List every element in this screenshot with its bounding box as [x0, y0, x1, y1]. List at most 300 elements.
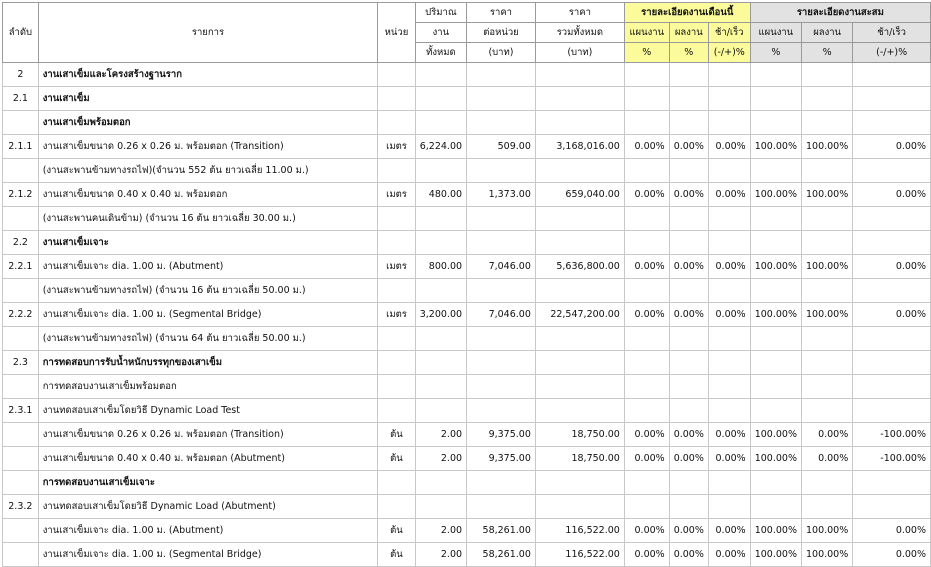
row-cum-plan: 100.00%	[750, 183, 801, 207]
row-unit	[378, 495, 416, 519]
row-month-plan: 0.00%	[624, 519, 669, 543]
row-qty	[415, 159, 466, 183]
row-number: 2	[3, 63, 39, 87]
row-cum-result	[801, 351, 852, 375]
header-qty-3: ทั้งหมด	[415, 43, 466, 63]
row-cum-result	[801, 111, 852, 135]
row-unit-price	[467, 495, 536, 519]
row-number	[3, 327, 39, 351]
row-month-diff: 0.00%	[708, 135, 750, 159]
row-unit: ต้น	[378, 543, 416, 567]
row-unit-price: 58,261.00	[467, 543, 536, 567]
row-number: 2.3.1	[3, 399, 39, 423]
header-cum-result: ผลงาน	[801, 23, 852, 43]
row-unit-price	[467, 63, 536, 87]
row-item: งานเสาเข็มเจาะ dia. 1.00 ม. (Segmental Bridge)	[38, 303, 378, 327]
row-month-result	[669, 399, 708, 423]
header-total-price-1: ราคา	[535, 3, 624, 23]
row-month-result: 0.00%	[669, 423, 708, 447]
row-unit-price: 1,373.00	[467, 183, 536, 207]
row-unit-price: 9,375.00	[467, 423, 536, 447]
row-month-result	[669, 327, 708, 351]
row-cum-result	[801, 495, 852, 519]
row-cum-diff	[853, 87, 931, 111]
row-cum-plan	[750, 471, 801, 495]
row-number: 2.1	[3, 87, 39, 111]
progress-report-sheet	[2, 2, 931, 567]
row-cum-result: 100.00%	[801, 543, 852, 567]
row-qty	[415, 471, 466, 495]
row-total-price	[535, 495, 624, 519]
row-cum-diff	[853, 207, 931, 231]
header-month-result: ผลงาน	[669, 23, 708, 43]
row-item: งานเสาเข็มขนาด 0.40 x 0.40 ม. พร้อมตอก	[38, 183, 378, 207]
row-cum-plan: 100.00%	[750, 423, 801, 447]
row-month-plan	[624, 351, 669, 375]
row-total-price: 659,040.00	[535, 183, 624, 207]
row-qty	[415, 111, 466, 135]
row-item: งานเสาเข็มขนาด 0.26 x 0.26 ม. พร้อมตอก (Transition)	[38, 135, 378, 159]
table-row	[3, 351, 931, 375]
row-unit: เมตร	[378, 303, 416, 327]
header-cumulative: รายละเอียดงานสะสม	[750, 3, 930, 23]
table-body	[3, 63, 931, 567]
row-month-diff: 0.00%	[708, 423, 750, 447]
row-item: งานเสาเข็มขนาด 0.26 x 0.26 ม. พร้อมตอก (Transition)	[38, 423, 378, 447]
row-cum-plan	[750, 375, 801, 399]
row-unit-price	[467, 375, 536, 399]
row-month-diff	[708, 279, 750, 303]
row-cum-plan	[750, 279, 801, 303]
row-cum-plan: 100.00%	[750, 519, 801, 543]
row-cum-plan	[750, 207, 801, 231]
row-qty: 6,224.00	[415, 135, 466, 159]
row-month-result: 0.00%	[669, 255, 708, 279]
row-number: 2.2	[3, 231, 39, 255]
header-cum-diff-unit: (-/+)%	[853, 43, 931, 63]
header-month-diff: ช้า/เร็ว	[708, 23, 750, 43]
row-month-result	[669, 231, 708, 255]
table-row	[3, 495, 931, 519]
row-unit-price	[467, 207, 536, 231]
row-unit	[378, 327, 416, 351]
row-cum-diff: 0.00%	[853, 255, 931, 279]
row-month-diff	[708, 471, 750, 495]
row-unit-price	[467, 351, 536, 375]
row-number	[3, 543, 39, 567]
header-cum-diff: ช้า/เร็ว	[853, 23, 931, 43]
row-unit: ต้น	[378, 423, 416, 447]
row-qty	[415, 207, 466, 231]
row-cum-plan	[750, 495, 801, 519]
row-total-price	[535, 231, 624, 255]
table-row	[3, 159, 931, 183]
table-row	[3, 207, 931, 231]
row-month-plan	[624, 375, 669, 399]
row-month-diff	[708, 351, 750, 375]
table-row	[3, 423, 931, 447]
row-item: (งานสะพานข้ามทางรถไฟ) (จำนวน 16 ต้น ยาวเฉลี่ย 50.00 ม.)	[38, 279, 378, 303]
header-month-result-unit: %	[669, 43, 708, 63]
row-qty	[415, 231, 466, 255]
row-qty	[415, 279, 466, 303]
header-total-price-2: รวมทั้งหมด	[535, 23, 624, 43]
row-month-result: 0.00%	[669, 135, 708, 159]
row-qty	[415, 375, 466, 399]
row-cum-plan	[750, 327, 801, 351]
header-unit-price-1: ราคา	[467, 3, 536, 23]
row-cum-plan	[750, 159, 801, 183]
row-month-plan: 0.00%	[624, 135, 669, 159]
row-item: งานเสาเข็ม	[38, 87, 378, 111]
row-unit	[378, 375, 416, 399]
row-qty: 3,200.00	[415, 303, 466, 327]
row-item: การทดสอบการรับน้ำหนักบรรทุกของเสาเข็ม	[38, 351, 378, 375]
row-unit: ต้น	[378, 519, 416, 543]
row-month-plan	[624, 471, 669, 495]
table-row	[3, 519, 931, 543]
table-row	[3, 231, 931, 255]
row-cum-result	[801, 327, 852, 351]
row-cum-diff	[853, 471, 931, 495]
row-cum-diff	[853, 279, 931, 303]
row-month-plan	[624, 231, 669, 255]
row-month-plan: 0.00%	[624, 447, 669, 471]
row-unit-price	[467, 471, 536, 495]
row-month-diff: 0.00%	[708, 543, 750, 567]
row-item: (งานสะพานข้ามทางรถไฟ)(จำนวน 552 ต้น ยาวเฉลี่ย 11.00 ม.)	[38, 159, 378, 183]
row-cum-plan	[750, 87, 801, 111]
row-cum-plan: 100.00%	[750, 255, 801, 279]
row-qty: 2.00	[415, 543, 466, 567]
row-unit-price	[467, 111, 536, 135]
row-unit-price: 58,261.00	[467, 519, 536, 543]
row-cum-diff	[853, 231, 931, 255]
row-qty: 800.00	[415, 255, 466, 279]
table-row	[3, 87, 931, 111]
row-month-diff	[708, 231, 750, 255]
row-unit	[378, 159, 416, 183]
row-cum-result	[801, 399, 852, 423]
row-item: งานเสาเข็มเจาะ dia. 1.00 ม. (Abutment)	[38, 519, 378, 543]
row-cum-plan	[750, 351, 801, 375]
row-item: งานทดสอบเสาเข็มโดยวิธี Dynamic Load (Abutment)	[38, 495, 378, 519]
row-month-diff	[708, 63, 750, 87]
row-qty	[415, 495, 466, 519]
row-month-plan	[624, 159, 669, 183]
table-row	[3, 327, 931, 351]
table-row	[3, 447, 931, 471]
header-qty-2: งาน	[415, 23, 466, 43]
row-month-plan: 0.00%	[624, 255, 669, 279]
row-qty: 2.00	[415, 447, 466, 471]
row-total-price	[535, 327, 624, 351]
row-total-price	[535, 399, 624, 423]
row-number: 2.1.2	[3, 183, 39, 207]
row-unit-price: 509.00	[467, 135, 536, 159]
row-month-diff	[708, 159, 750, 183]
row-month-diff: 0.00%	[708, 303, 750, 327]
row-cum-result: 0.00%	[801, 447, 852, 471]
row-cum-plan	[750, 111, 801, 135]
row-month-result	[669, 279, 708, 303]
row-number: 2.3.2	[3, 495, 39, 519]
row-month-result: 0.00%	[669, 447, 708, 471]
row-unit-price	[467, 87, 536, 111]
row-cum-diff	[853, 399, 931, 423]
row-cum-result	[801, 63, 852, 87]
row-number	[3, 159, 39, 183]
row-number: 2.3	[3, 351, 39, 375]
row-unit-price: 7,046.00	[467, 255, 536, 279]
row-qty: 480.00	[415, 183, 466, 207]
row-unit	[378, 279, 416, 303]
row-month-diff	[708, 399, 750, 423]
row-month-diff	[708, 207, 750, 231]
row-month-result	[669, 351, 708, 375]
row-month-result	[669, 111, 708, 135]
row-month-plan	[624, 327, 669, 351]
row-month-plan	[624, 87, 669, 111]
row-total-price: 18,750.00	[535, 447, 624, 471]
row-unit-price	[467, 279, 536, 303]
row-cum-result: 100.00%	[801, 519, 852, 543]
row-total-price	[535, 63, 624, 87]
row-month-result	[669, 495, 708, 519]
row-month-diff: 0.00%	[708, 183, 750, 207]
row-unit: เมตร	[378, 183, 416, 207]
row-cum-diff: 0.00%	[853, 303, 931, 327]
row-month-plan: 0.00%	[624, 303, 669, 327]
row-unit	[378, 87, 416, 111]
row-total-price	[535, 159, 624, 183]
table-row	[3, 135, 931, 159]
row-number	[3, 111, 39, 135]
row-cum-plan: 100.00%	[750, 135, 801, 159]
header-month-diff-unit: (-/+)%	[708, 43, 750, 63]
row-month-result	[669, 471, 708, 495]
row-total-price: 116,522.00	[535, 519, 624, 543]
row-month-diff: 0.00%	[708, 519, 750, 543]
row-item: งานเสาเข็มเจาะ	[38, 231, 378, 255]
row-qty	[415, 399, 466, 423]
row-unit-price: 9,375.00	[467, 447, 536, 471]
row-item: งานเสาเข็มพร้อมตอก	[38, 111, 378, 135]
row-cum-plan	[750, 231, 801, 255]
table-row	[3, 279, 931, 303]
row-number	[3, 423, 39, 447]
row-cum-result	[801, 207, 852, 231]
row-item: การทดสอบงานเสาเข็มพร้อมตอก	[38, 375, 378, 399]
header-this-month: รายละเอียดงานเดือนนี้	[624, 3, 750, 23]
row-cum-diff	[853, 375, 931, 399]
row-item: (งานสะพานข้ามทางรถไฟ) (จำนวน 64 ต้น ยาวเฉลี่ย 50.00 ม.)	[38, 327, 378, 351]
row-month-diff	[708, 87, 750, 111]
row-total-price: 18,750.00	[535, 423, 624, 447]
header-qty-1: ปริมาณ	[415, 3, 466, 23]
row-month-plan: 0.00%	[624, 423, 669, 447]
row-unit	[378, 351, 416, 375]
row-month-plan: 0.00%	[624, 183, 669, 207]
row-cum-result: 0.00%	[801, 423, 852, 447]
row-qty: 2.00	[415, 423, 466, 447]
row-total-price	[535, 111, 624, 135]
row-cum-result	[801, 87, 852, 111]
row-month-result	[669, 87, 708, 111]
row-unit-price	[467, 327, 536, 351]
row-item: งานทดสอบเสาเข็มโดยวิธี Dynamic Load Test	[38, 399, 378, 423]
row-cum-diff: 0.00%	[853, 135, 931, 159]
row-cum-result: 100.00%	[801, 183, 852, 207]
table-row	[3, 111, 931, 135]
row-cum-plan: 100.00%	[750, 543, 801, 567]
row-month-diff	[708, 375, 750, 399]
table-row	[3, 183, 931, 207]
row-cum-result	[801, 231, 852, 255]
row-total-price: 3,168,016.00	[535, 135, 624, 159]
row-unit: ต้น	[378, 447, 416, 471]
row-cum-plan	[750, 399, 801, 423]
row-number	[3, 471, 39, 495]
table-row	[3, 375, 931, 399]
row-total-price	[535, 351, 624, 375]
row-item: งานเสาเข็มและโครงสร้างฐานราก	[38, 63, 378, 87]
table-row	[3, 399, 931, 423]
row-total-price: 22,547,200.00	[535, 303, 624, 327]
row-unit	[378, 207, 416, 231]
row-cum-plan	[750, 63, 801, 87]
row-item: งานเสาเข็มเจาะ dia. 1.00 ม. (Abutment)	[38, 255, 378, 279]
row-number	[3, 519, 39, 543]
row-number: 2.2.1	[3, 255, 39, 279]
row-unit-price: 7,046.00	[467, 303, 536, 327]
row-cum-diff	[853, 111, 931, 135]
row-total-price: 5,636,800.00	[535, 255, 624, 279]
row-qty	[415, 63, 466, 87]
header-unit: หน่วย	[378, 3, 416, 63]
header-unit-price-3: (บาท)	[467, 43, 536, 63]
row-cum-result	[801, 159, 852, 183]
row-item: งานเสาเข็มขนาด 0.40 x 0.40 ม. พร้อมตอก (Abutment)	[38, 447, 378, 471]
row-cum-diff: 0.00%	[853, 519, 931, 543]
row-unit	[378, 231, 416, 255]
row-month-plan	[624, 495, 669, 519]
row-month-result: 0.00%	[669, 519, 708, 543]
row-cum-result: 100.00%	[801, 303, 852, 327]
header-items: รายการ	[38, 3, 378, 63]
row-month-diff	[708, 327, 750, 351]
row-unit	[378, 111, 416, 135]
row-month-diff: 0.00%	[708, 255, 750, 279]
row-month-result	[669, 63, 708, 87]
header-total-price-3: (บาท)	[535, 43, 624, 63]
row-month-plan	[624, 207, 669, 231]
row-month-result	[669, 159, 708, 183]
row-total-price	[535, 87, 624, 111]
header-month-plan-unit: %	[624, 43, 669, 63]
table-row	[3, 303, 931, 327]
header-cum-plan-unit: %	[750, 43, 801, 63]
row-number	[3, 207, 39, 231]
row-cum-diff: -100.00%	[853, 447, 931, 471]
row-cum-diff: 0.00%	[853, 183, 931, 207]
row-qty	[415, 327, 466, 351]
row-cum-diff	[853, 351, 931, 375]
row-cum-result	[801, 471, 852, 495]
progress-table	[2, 2, 931, 567]
row-cum-diff: -100.00%	[853, 423, 931, 447]
row-unit	[378, 471, 416, 495]
header-cum-result-unit: %	[801, 43, 852, 63]
row-qty	[415, 87, 466, 111]
row-month-plan: 0.00%	[624, 543, 669, 567]
row-qty: 2.00	[415, 519, 466, 543]
table-row	[3, 255, 931, 279]
row-cum-result: 100.00%	[801, 135, 852, 159]
table-header	[3, 3, 931, 63]
row-month-diff	[708, 495, 750, 519]
row-month-diff	[708, 111, 750, 135]
header-unit-price-2: ต่อหน่วย	[467, 23, 536, 43]
row-total-price	[535, 471, 624, 495]
table-row	[3, 543, 931, 567]
row-month-result: 0.00%	[669, 543, 708, 567]
row-total-price	[535, 375, 624, 399]
row-unit: เมตร	[378, 135, 416, 159]
row-item: การทดสอบงานเสาเข็มเจาะ	[38, 471, 378, 495]
row-number	[3, 375, 39, 399]
row-unit-price	[467, 159, 536, 183]
row-number	[3, 447, 39, 471]
row-cum-diff	[853, 327, 931, 351]
row-month-plan	[624, 63, 669, 87]
header-order: ลำดับ	[3, 3, 39, 63]
row-total-price	[535, 279, 624, 303]
row-cum-diff	[853, 63, 931, 87]
row-total-price: 116,522.00	[535, 543, 624, 567]
row-month-result	[669, 375, 708, 399]
row-number: 2.1.1	[3, 135, 39, 159]
row-qty	[415, 351, 466, 375]
row-unit-price	[467, 231, 536, 255]
row-cum-plan: 100.00%	[750, 447, 801, 471]
row-month-result	[669, 207, 708, 231]
header-month-plan: แผนงาน	[624, 23, 669, 43]
table-row	[3, 63, 931, 87]
row-month-result: 0.00%	[669, 183, 708, 207]
row-month-plan	[624, 279, 669, 303]
table-row	[3, 471, 931, 495]
row-item: งานเสาเข็มเจาะ dia. 1.00 ม. (Segmental Bridge)	[38, 543, 378, 567]
row-month-plan	[624, 111, 669, 135]
row-cum-diff: 0.00%	[853, 543, 931, 567]
row-total-price	[535, 207, 624, 231]
row-number: 2.2.2	[3, 303, 39, 327]
row-cum-plan: 100.00%	[750, 303, 801, 327]
row-month-result: 0.00%	[669, 303, 708, 327]
row-cum-result: 100.00%	[801, 255, 852, 279]
header-cum-plan: แผนงาน	[750, 23, 801, 43]
row-cum-diff	[853, 159, 931, 183]
row-unit	[378, 399, 416, 423]
row-unit	[378, 63, 416, 87]
row-number	[3, 279, 39, 303]
row-cum-result	[801, 279, 852, 303]
row-unit: เมตร	[378, 255, 416, 279]
row-unit-price	[467, 399, 536, 423]
row-month-plan	[624, 399, 669, 423]
row-cum-diff	[853, 495, 931, 519]
